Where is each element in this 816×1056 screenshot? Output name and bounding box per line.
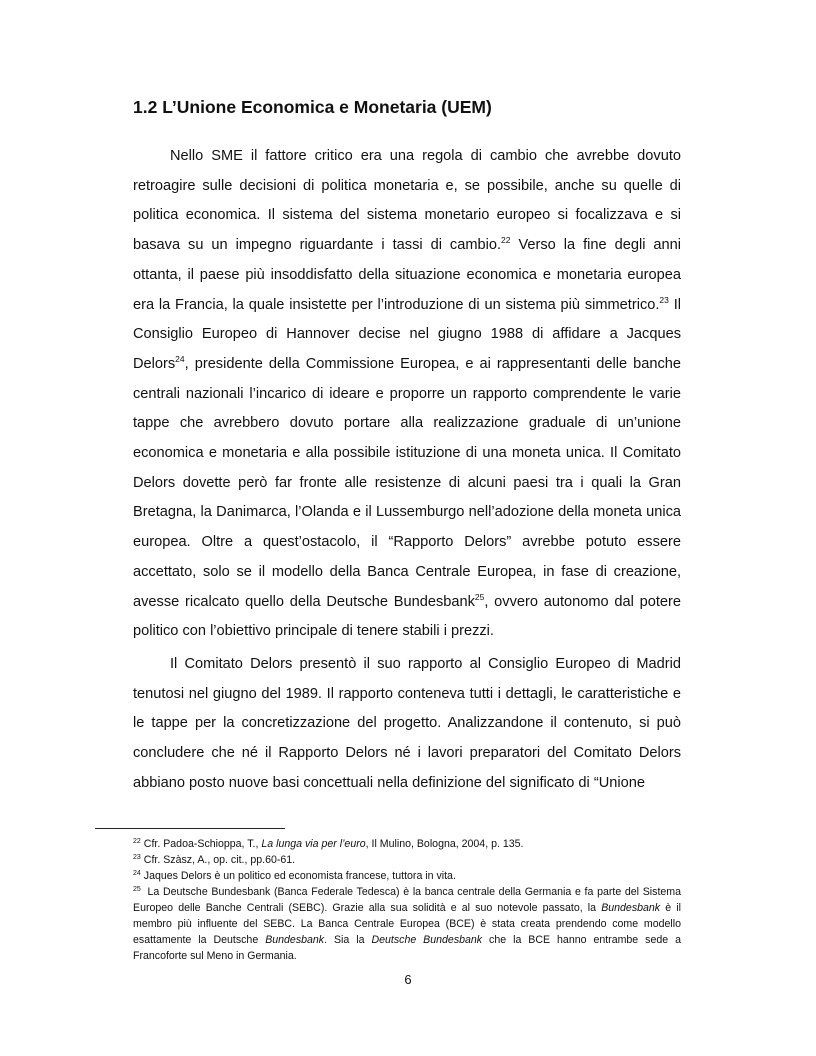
paragraph-2: Il Comitato Delors presentò il suo rapporto al Consiglio Europeo di Madrid tenutosi nel giugno del 1989. Il rapporto conteneva tutti i dettagli, le caratteristiche e le tappe per la concretizzazione del progetto. Analizzandone il contenuto, si può concludere che né il Rapporto Delors né i lavori preparatori del Comitato Delors abbiano posto nuove basi concettuali nella definizione del significato di “Unione (133, 656, 681, 791)
paragraph-1-text-e: , ovvero autonomo dal potere politico con l’obiettivo principale di tenere stabili i prezzi. (133, 593, 681, 640)
footnote-book-title: La lunga via per l’euro (261, 838, 366, 850)
footnote-22 (133, 836, 681, 852)
section-heading: 1.2 L’Unione Economica e Monetaria (UEM) (133, 97, 492, 117)
footnote-text: Jaques Delors è un politico ed economista francese, tuttora in vita. (143, 870, 456, 882)
footnote-text: , Il Mulino, Bologna, 2004, p. 135. (365, 838, 524, 850)
paragraph-1-text-a: Nello SME il fattore critico era una regola di cambio che avrebbe dovuto retroagire sulle decisioni di politica monetaria e, se possibile, anche su quelle di politica economica. Il sistema del sistema monetario europeo si focalizzava e si basava su un impegno riguardante i tassi di cambio. (133, 148, 681, 254)
footnote-25 (133, 884, 681, 964)
footnote-text: Cfr. Szàsz, A., op. cit., pp.60-61. (143, 854, 296, 866)
footnote-text: è il membro più influente del SEBC. La Banca Centrale Europea (BCE) è stata creata prendendo come modello esattamente la Deutsche (133, 902, 681, 946)
paragraph-1-text-c: Il Consiglio Europeo di Hannover decise nel giugno 1988 di affidare a Jacques Delors (133, 296, 681, 372)
footnote-ref-22[interactable]: 22 (501, 235, 511, 246)
page-number: 6 (404, 972, 412, 987)
footnote-number: 25 (133, 886, 141, 893)
footnotes (133, 836, 681, 964)
footnote-separator (95, 828, 285, 829)
footnote-italic-term: Bundesbank (265, 934, 325, 946)
footnote-ref-24[interactable]: 24 (175, 353, 185, 364)
paragraph-1-text-d: , presidente della Commissione Europea, e ai rappresentanti delle banche centrali nazionali l’incarico di ideare e proporre un rapporto comprendente le varie tappe che avrebbero dovuto portare alla realizzazione graduale di un’unione economica e monetaria e alla possibile istituzione di una moneta unica. Il Comitato Delors dovette però far fronte alle resistenze di alcuni paesi tra i quali la Gran Bretagna, la Danimarca, l’Olanda e il Lussemburgo nell’adozione della moneta unica europea. Oltre a quest’ostacolo, il “Rapporto Delors” avrebbe potuto essere accettato, solo se il modello della Banca Centrale Europea, in fase di creazione, avesse ricalcato quello della Deutsche Bundesbank (133, 355, 681, 610)
footnote-number: 23 (133, 854, 141, 861)
footnote-ref-23[interactable]: 23 (659, 294, 669, 305)
footnote-number: 24 (133, 870, 141, 877)
footnote-24 (133, 868, 681, 884)
footnote-number: 22 (133, 838, 141, 845)
footnote-23 (133, 852, 681, 868)
footnote-ref-25[interactable]: 25 (474, 591, 485, 602)
footnote-text: . Sia la (324, 934, 372, 946)
paragraph-1 (133, 142, 681, 647)
footnote-italic-term: Deutsche Bundesbank (371, 934, 483, 946)
footnote-text: Cfr. Padoa-Schioppa, T., (143, 838, 262, 850)
paragraph-1-text-b: Verso la fine degli anni ottanta, il paese più insoddisfatto della situazione economica e monetaria europea era la Francia, la quale insistette per l’introduzione di un sistema più simmetrico. (133, 237, 682, 313)
footnote-text: La Deutsche Bundesbank (Banca Federale Tedesca) è la banca centrale della Germania e fa parte del Sistema Europeo delle Banche Centrali (SEBC). Grazie alla sua solidità e al suo notevole passato, la (133, 886, 681, 914)
footnote-italic-term: Bundesbank (601, 902, 661, 914)
footnote-text: che la BCE hanno entrambe sede a Francoforte sul Meno in Germania. (133, 934, 681, 962)
